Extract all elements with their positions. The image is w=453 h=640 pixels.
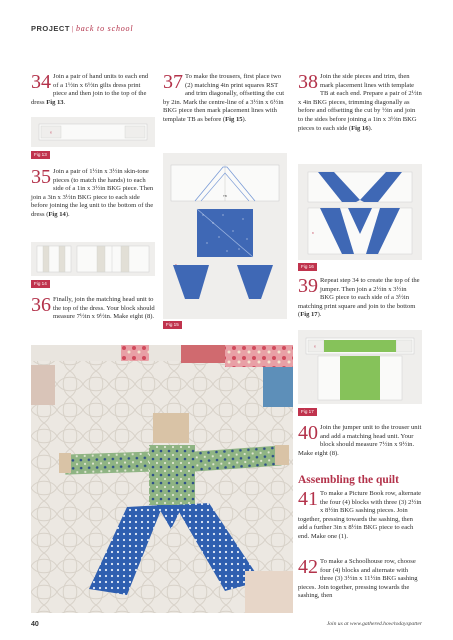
fig-16-diagram (298, 164, 422, 260)
step-text: Join the side pieces and trim, then mark placement lines with template TB at each end. Prepare a pair of 2½in x 4in BKG pieces, trimming diagonally as before and offsetting the cut by ½in and join to the sides before joining a 1in x 3½in BKG pieces to each side ( (298, 73, 422, 132)
fig-ref: Fig 16 (351, 124, 369, 132)
fig-15-drawing (163, 153, 287, 319)
step-text: To make the trousers, first place two (2) matching 4in print squares RST and trim diagonally, offsetting the cut by 2in. Mark the centre-line of a 3½in x 6½in BKG piece then mark placement lines with template TB as before ( (163, 73, 285, 123)
step-number: 40 (298, 422, 318, 444)
fig-13-label: Fig 13 (31, 151, 50, 159)
fig-15-diagram (163, 153, 287, 319)
step-text: Join a pair of 1½in x 3½in skin-tone pieces (to match the hands) to each side of a 1in x 3½in BKG piece. Then join a 3in x 3½in BKG piece to each side before joining the leg unit to the bottom of the dress ( (31, 168, 154, 218)
step-text: Join the jumper unit to the trouser unit and add a matching head unit. Your block should measure 7½in x 9½in. Make eight (8). (298, 424, 422, 457)
step-37: 37 To make the trousers, first place two (2) matching 4in print squares RST and trim diagonally, offsetting the cut by 2in. Mark the centre-line of a 3½in x 6½in BKG piece then mark placement lines with template TB as before (Fig 15). (163, 71, 285, 123)
page-header (31, 24, 133, 33)
fig-ref: Fig 13 (46, 98, 64, 106)
fig-15-label: Fig 15 (163, 321, 182, 329)
step-text: To make a Picture Book row, alternate the four (4) blocks with three (3) 2½in x 8½in BKG sashing pieces. Join together, pressing towards the sashing, then add a further 3in x 8½in BKG piece to each end. Make one (1). (298, 490, 422, 540)
page-number: 40 (31, 621, 39, 628)
step-39: 39 Repeat step 34 to create the top of the jumper. Then join a 2½in x 3½in BKG piece to each side of a 3½in matching print square and join to the bottom (Fig 17). (298, 275, 420, 319)
step-number: 38 (298, 71, 318, 93)
step-number: 41 (298, 488, 318, 510)
quilt-photo (31, 345, 293, 613)
fig-17-label: Fig 17 (298, 408, 317, 416)
step-35: 35 Join a pair of 1½in x 3½in skin-tone pieces (to match the hands) to each side of a 1in x 3½in BKG piece. Then join a 3in x 3½in BKG piece to each side before joining the leg unit to the bottom of the dress (Fig 14). (31, 166, 154, 218)
step-number: 42 (298, 556, 318, 578)
step-number: 37 (163, 71, 183, 93)
step-40 (298, 424, 422, 458)
fig-17-diagram (298, 330, 422, 404)
fig-marker: x (314, 344, 316, 349)
step-42 (298, 558, 422, 601)
fig-ref: Fig 14 (48, 210, 66, 218)
step-text: To make a Schoolhouse row, choose four (4) blocks and alternate with three (3) 3½in x 11½in BKG sashing pieces. Join together, pressing towards the sashing, then (298, 558, 418, 600)
step-number: 35 (31, 166, 51, 188)
fig-ref: Fig 17 (300, 311, 318, 319)
fig-14-diagram (31, 242, 155, 276)
footer-link: Join us at www.gathered.how/todayspatter (326, 621, 422, 627)
fig-marker: x (50, 130, 52, 135)
step-text: Repeat step 34 to create the top of the jumper. Then join a 2½in x 3½in BKG piece to each side of a 3½in matching print square and join to the bottom ( (298, 277, 420, 319)
step-number: 34 (31, 71, 51, 93)
fig-16-drawing (298, 164, 422, 260)
fig-14-label: Fig 14 (31, 280, 50, 288)
fig-13-drawing (31, 117, 155, 147)
step-number: 39 (298, 275, 318, 297)
step-number: 36 (31, 294, 51, 316)
step-36 (31, 296, 155, 322)
quilt-photo-drawing (31, 345, 293, 613)
section-heading: Assembling the quilt (298, 474, 399, 486)
step-34: 34 Join a pair of hand units to each end of a 1½in x 6½in gilts dress print piece and then join to the top of the dress Fig 13. (31, 71, 149, 106)
step-text: Join a pair of hand units to each end of a 1½in x 6½in gilts dress print piece and then join to the top of the dress (31, 73, 149, 106)
section-label: back to school (75, 24, 134, 33)
fig-16-label: Fig 16 (298, 263, 317, 271)
header-separator: | (71, 24, 74, 33)
fig-14-drawing (31, 242, 155, 276)
fig-marker: x (312, 231, 314, 235)
fig-13-diagram (31, 117, 155, 147)
project-label: PROJECT (31, 24, 70, 33)
fig-ref: Fig 15 (225, 115, 243, 123)
fig-17-drawing (298, 330, 422, 404)
step-text: Finally, join the matching head unit to the top of the dress. Your block should measure 7½in x 9½in. Make eight (8). (53, 296, 155, 321)
step-41 (298, 490, 422, 542)
step-38: 38 Join the side pieces and trim, then mark placement lines with template TB at each end. Prepare a pair of 2½in x 4in BKG pieces, trimming diagonally as before and offsetting the cut by ½in and join to the sides before joining a 1in x 3½in BKG pieces to each side (Fig 16). (298, 71, 422, 132)
fig-marker-tb: TB (223, 194, 227, 198)
